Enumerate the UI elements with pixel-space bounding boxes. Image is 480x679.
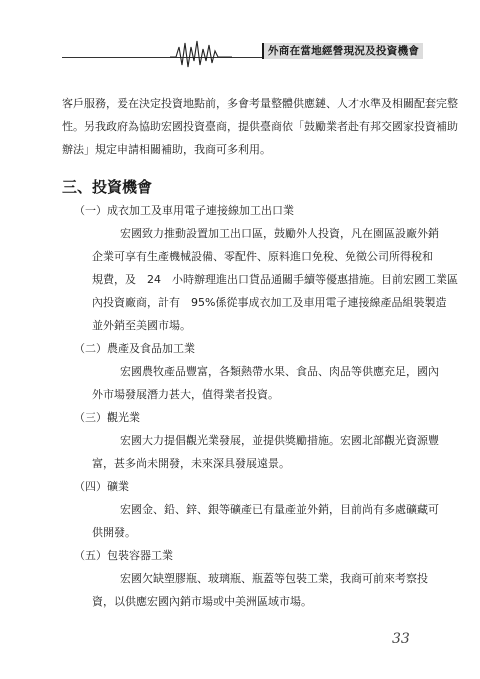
item-line: 資，以供應宏國內銷市場或中美洲區域市場。	[92, 595, 312, 608]
item-line: 企業可享有生產機械設備、零配件、原料進口免稅、免徵公司所得稅和	[92, 250, 433, 263]
item-line: 宏國致力推動設置加工出口區，鼓勵外人投資，凡在園區設廠外銷	[120, 227, 439, 240]
item-title: （二）農產及食品加工業	[74, 342, 195, 355]
item-line: 外市場發展潛力甚大，值得業者投資。	[92, 388, 279, 401]
item-title: （三）觀光業	[74, 411, 140, 424]
item-title: （五）包裝容器工業	[74, 549, 173, 562]
item-line: 宏國金、鉛、鋅、銀等礦產已有量產並外銷，目前尚有多處礦藏可	[120, 503, 439, 516]
waveform-icon	[170, 38, 232, 68]
item-line: 供開發。	[92, 526, 136, 539]
intro-line: 客戶服務，爰在決定投資地點前，多會考量整體供應鏈、人才水準及相關配套完整	[62, 97, 458, 110]
item-line: 規費，及 24 小時辦理進出口貨品通關手續等優惠措施。目前宏國工業區	[92, 273, 458, 286]
running-header-title: 外商在當地經營現況及投資機會	[264, 43, 423, 59]
item-line: 富，甚多尚未開發，未來深具發展遠景。	[92, 457, 290, 470]
item-line: 宏國大力提倡觀光業發展，並提供獎勵措施。宏國北部觀光資源豐	[120, 434, 439, 447]
item-line: 宏國農牧產品豐富，各類熱帶水果、食品、肉品等供應充足，國內	[120, 365, 439, 378]
intro-line: 性。另我政府為協助宏國投資臺商，提供臺商依「鼓勵業者赴有邦交國家投資補助	[62, 120, 458, 133]
section-heading: 三、投資機會	[62, 178, 153, 196]
item-title: （四）礦業	[74, 480, 129, 493]
item-title: （一）成衣加工及車用電子連接線加工出口業	[74, 204, 294, 217]
intro-line: 辦法」規定申請相關補助，我商可多利用。	[62, 143, 271, 156]
item-line: 宏國欠缺塑膠瓶、玻璃瓶、瓶蓋等包裝工業，我商可前來考察投	[120, 572, 428, 585]
item-line: 並外銷至美國市場。	[92, 319, 191, 332]
page-number: 33	[392, 631, 410, 647]
item-line: 內投資廠商，計有 95%係從事成衣加工及車用電子連接線產品組裝製造	[92, 296, 447, 309]
